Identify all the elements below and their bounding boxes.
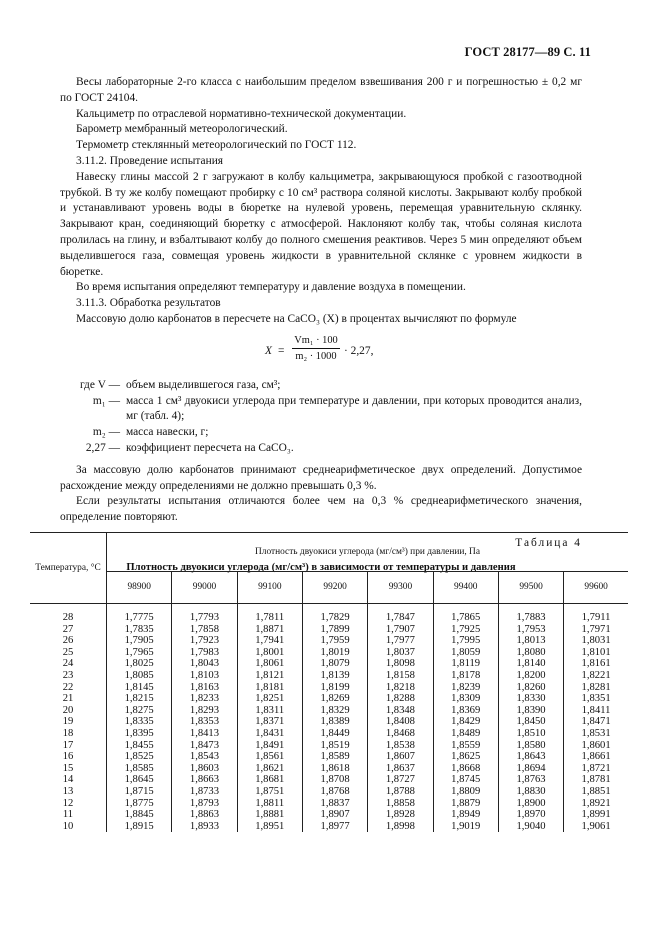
density-cell: 1,8200 — [498, 670, 563, 682]
density-cell: 1,8061 — [237, 658, 302, 670]
page-header: ГОСТ 28177—89 С. 11 — [464, 45, 591, 59]
definition — [60, 378, 582, 394]
density-cell: 1,8900 — [498, 798, 563, 810]
density-cell: 1,8643 — [498, 751, 563, 763]
table-row — [30, 786, 628, 798]
density-cell: 1,8025 — [107, 658, 172, 670]
temperature-cell: 12 — [62, 797, 74, 809]
density-cell: 1,8413 — [172, 728, 237, 740]
density-cell: 1,8098 — [368, 658, 433, 670]
paragraph: Навеску глины массой 2 г загружают в колбу кальциметра, закрывающуюся пробкой с газоотводной трубкой. В ту же колбу помещают пробирку с 10 см³ раствора соляной кислоты. Закрывают колбу пробкой и устанавливают уровень воды в бюретке на нулевой уровень, перемещая уравнительную склянку. Закрывают кран, соединяющий бюретку с атмосферой. Наклоняют колбу так, чтобы соляная кислота пролилась на глину, и взбалтывают колбу до полного смешения реактивов. Через 5 мин определяют объем выделившегося газа, совмещая уровень жидкости в уравнительной склянке с уровнем жидкости в бюретке. — [60, 170, 582, 278]
density-cell: 1,8580 — [498, 740, 563, 752]
density-cell: 1,7925 — [433, 624, 498, 636]
definitions-list — [60, 378, 582, 457]
table-row — [30, 763, 628, 775]
density-cell: 1,8811 — [237, 798, 302, 810]
table-row — [30, 705, 628, 717]
density-cell: 1,8998 — [368, 821, 433, 833]
density-cell: 1,7835 — [107, 624, 172, 636]
density-cell: 1,8881 — [237, 809, 302, 821]
density-cell: 1,8863 — [172, 809, 237, 821]
density-cell: 1,7883 — [498, 604, 563, 624]
density-cell: 1,8694 — [498, 763, 563, 775]
document-body — [60, 75, 582, 576]
density-cell: 1,8369 — [433, 705, 498, 717]
temperature-header: Температура, °С — [30, 533, 107, 604]
density-cell: 1,8768 — [302, 786, 367, 798]
table-row — [30, 798, 628, 810]
density-cell: 1,8218 — [368, 682, 433, 694]
density-cell: 1,7959 — [302, 635, 367, 647]
table-row — [30, 624, 628, 636]
density-cell: 1,8059 — [433, 647, 498, 659]
density-cell: 1,8715 — [107, 786, 172, 798]
density-cell: 1,8708 — [302, 774, 367, 786]
temperature-cell: 19 — [62, 716, 74, 728]
density-cell: 1,8449 — [302, 728, 367, 740]
density-cell: 1,8977 — [302, 821, 367, 833]
density-cell: 1,8311 — [237, 705, 302, 717]
density-cell: 1,7858 — [172, 624, 237, 636]
density-cell: 1,8907 — [302, 809, 367, 821]
definition-text: масса навески, г; — [126, 426, 209, 439]
density-cell: 1,8348 — [368, 705, 433, 717]
pressure-header-cell: 99400 — [433, 571, 498, 603]
density-cell: 1,8013 — [498, 635, 563, 647]
pressure-header-cell: 99300 — [368, 571, 433, 603]
definition — [60, 441, 582, 457]
density-cell: 1,8489 — [433, 728, 498, 740]
temperature-cell: 18 — [62, 727, 74, 739]
table-label: Таблица 4 — [515, 536, 582, 549]
density-cell: 1,8858 — [368, 798, 433, 810]
density-cell: 1,8450 — [498, 716, 563, 728]
pressure-header-cell: 99000 — [172, 571, 237, 603]
density-cell: 1,8161 — [564, 658, 628, 670]
density-cell: 1,8851 — [564, 786, 628, 798]
temperature-cell: 25 — [62, 646, 74, 658]
temperature-cell: 22 — [62, 681, 74, 693]
density-cell: 1,8079 — [302, 658, 367, 670]
density-cell: 1,8491 — [237, 740, 302, 752]
density-cell: 1,8561 — [237, 751, 302, 763]
pressure-header-cell: 99600 — [564, 571, 628, 603]
density-cell: 1,8085 — [107, 670, 172, 682]
table-row — [30, 751, 628, 763]
density-cell: 1,8510 — [498, 728, 563, 740]
definition-text: коэффициент пересчета на CaCO₃. — [126, 441, 294, 454]
pressure-header-cell: 98900 — [107, 571, 172, 603]
section-heading: 3.11.3. Обработка результатов — [76, 297, 221, 310]
table-row — [30, 774, 628, 786]
pressure-header-cell: 99500 — [498, 571, 563, 603]
density-cell: 1,8603 — [172, 763, 237, 775]
density-cell: 1,8585 — [107, 763, 172, 775]
density-cell: 1,8288 — [368, 693, 433, 705]
density-cell: 1,8411 — [564, 705, 628, 717]
paragraph: За массовую долю карбонатов принимают среднеарифметическое двух определений. Допустимое расхождение между определениями не должно превышать 0,3 %. — [60, 463, 582, 492]
density-cell: 1,8145 — [107, 682, 172, 694]
density-cell: 1,8199 — [302, 682, 367, 694]
density-cell: 1,8390 — [498, 705, 563, 717]
table-row — [30, 821, 628, 833]
density-cell: 1,8408 — [368, 716, 433, 728]
definition-text: масса 1 см³ двуокиси углерода при температуре и давлении, при которых проводится анализ, мг (табл. 4); — [126, 394, 582, 423]
density-cell: 1,8471 — [564, 716, 628, 728]
density-cell: 1,8330 — [498, 693, 563, 705]
density-cell: 1,8429 — [433, 716, 498, 728]
table-row — [30, 635, 628, 647]
temperature-cell: 15 — [62, 762, 74, 774]
table-row — [30, 693, 628, 705]
density-cell: 1,8871 — [237, 624, 302, 636]
density-cell: 1,7905 — [107, 635, 172, 647]
density-cell: 1,8473 — [172, 740, 237, 752]
density-cell: 1,7977 — [368, 635, 433, 647]
density-cell: 1,8233 — [172, 693, 237, 705]
definition-symbol: 2,27 — — [85, 441, 120, 454]
formula-denominator: m₂ · 1000 — [295, 350, 337, 362]
table-title: Плотность двуокиси углерода (мг/см³) в зависимости от температуры и давления — [126, 561, 516, 573]
density-cell: 1,8121 — [237, 670, 302, 682]
paragraph: Кальциметр по отраслевой нормативно-технической документации. — [76, 107, 407, 120]
density-cell: 1,8775 — [107, 798, 172, 810]
pressure-header-cell: 99200 — [302, 571, 367, 603]
density-cell: 1,8589 — [302, 751, 367, 763]
table-row — [30, 604, 628, 624]
density-cell: 1,8621 — [237, 763, 302, 775]
density-cell: 1,9040 — [498, 821, 563, 833]
table-row — [30, 658, 628, 670]
paragraph: Барометр мембранный метеорологический. — [76, 123, 288, 136]
density-cell: 1,8915 — [107, 821, 172, 833]
density-cell: 1,8158 — [368, 670, 433, 682]
density-cell: 1,8727 — [368, 774, 433, 786]
density-cell: 1,8637 — [368, 763, 433, 775]
temperature-cell: 26 — [62, 635, 74, 647]
density-cell: 1,8845 — [107, 809, 172, 821]
density-cell: 1,8389 — [302, 716, 367, 728]
density-cell: 1,7941 — [237, 635, 302, 647]
density-cell: 1,8559 — [433, 740, 498, 752]
paragraph: Термометр стеклянный метеорологический по ГОСТ 112. — [76, 139, 357, 152]
density-cell: 1,8181 — [237, 682, 302, 694]
density-cell: 1,8281 — [564, 682, 628, 694]
density-cell: 1,9019 — [433, 821, 498, 833]
definition-symbol: где V — — [79, 378, 120, 391]
density-cell: 1,8991 — [564, 809, 628, 821]
pressure-header-cell: 99100 — [237, 571, 302, 603]
formula-lhs: X — [265, 344, 272, 357]
table-row — [30, 682, 628, 694]
formula-tail: · 2,27, — [344, 344, 374, 357]
density-cell: 1,8663 — [172, 774, 237, 786]
density-cell: 1,8618 — [302, 763, 367, 775]
density-cell: 1,8661 — [564, 751, 628, 763]
fraction-bar — [292, 348, 340, 349]
temperature-cell: 28 — [62, 612, 74, 623]
temperature-cell: 23 — [62, 669, 74, 681]
table-row — [30, 809, 628, 821]
density-cell: 1,8788 — [368, 786, 433, 798]
density-cell: 1,8921 — [564, 798, 628, 810]
density-cell: 1,8951 — [237, 821, 302, 833]
density-cell: 1,8395 — [107, 728, 172, 740]
density-cell: 1,8970 — [498, 809, 563, 821]
density-cell: 1,7865 — [433, 604, 498, 624]
density-cell: 1,7995 — [433, 635, 498, 647]
density-cell: 1,8178 — [433, 670, 498, 682]
density-cell: 1,8949 — [433, 809, 498, 821]
pressure-header-row — [30, 571, 628, 603]
temperature-cell: 20 — [62, 704, 74, 716]
density-cell: 1,8455 — [107, 740, 172, 752]
density-cell: 1,8260 — [498, 682, 563, 694]
temperature-cell: 16 — [62, 751, 74, 763]
density-cell: 1,7923 — [172, 635, 237, 647]
definition — [60, 394, 582, 426]
density-cell: 1,8601 — [564, 740, 628, 752]
density-cell: 1,7793 — [172, 604, 237, 624]
density-cell: 1,8351 — [564, 693, 628, 705]
density-cell: 1,8879 — [433, 798, 498, 810]
density-cell: 1,8080 — [498, 647, 563, 659]
density-cell: 1,8751 — [237, 786, 302, 798]
formula-fraction — [292, 334, 340, 363]
density-cell: 1,8763 — [498, 774, 563, 786]
density-cell: 1,7775 — [107, 604, 172, 624]
density-cell: 1,8239 — [433, 682, 498, 694]
density-cell: 1,8830 — [498, 786, 563, 798]
density-cell: 1,8309 — [433, 693, 498, 705]
density-cell: 1,7965 — [107, 647, 172, 659]
density-cell: 1,8019 — [302, 647, 367, 659]
density-cell: 1,8163 — [172, 682, 237, 694]
density-cell: 1,8103 — [172, 670, 237, 682]
density-cell: 1,8531 — [564, 728, 628, 740]
table-row — [30, 716, 628, 728]
density-cell: 1,8538 — [368, 740, 433, 752]
density-cell: 1,8221 — [564, 670, 628, 682]
density-cell: 1,8525 — [107, 751, 172, 763]
definition-symbol: m₂ — — [92, 426, 120, 439]
density-cell: 1,8607 — [368, 751, 433, 763]
density-cell: 1,8215 — [107, 693, 172, 705]
density-cell: 1,8793 — [172, 798, 237, 810]
density-cell: 1,7971 — [564, 624, 628, 636]
paragraph: Массовую долю карбонатов в пересчете на CaCO₃ (X) в процентах вычисляют по формуле — [76, 312, 517, 325]
definition-symbol: m₁ — — [92, 394, 120, 407]
formula-equals: = — [278, 344, 285, 357]
table-body — [30, 604, 628, 833]
density-cell: 1,7953 — [498, 624, 563, 636]
paragraph: Во время испытания определяют температуру и давление воздуха в помещении. — [76, 281, 466, 294]
density-cell: 1,8329 — [302, 705, 367, 717]
density-cell: 1,8837 — [302, 798, 367, 810]
density-cell: 1,8733 — [172, 786, 237, 798]
density-cell: 1,8139 — [302, 670, 367, 682]
density-cell: 1,8269 — [302, 693, 367, 705]
formula — [60, 334, 582, 368]
density-cell: 1,7829 — [302, 604, 367, 624]
density-cell: 1,8001 — [237, 647, 302, 659]
temperature-cell: 14 — [62, 774, 74, 786]
temperature-cell: 13 — [62, 785, 74, 797]
definition-text: объем выделившегося газа, см³; — [126, 378, 281, 391]
density-cell: 1,8745 — [433, 774, 498, 786]
paragraph: Если результаты испытания отличаются более чем на 0,3 % среднеарифметического значения, определение повторяют. — [60, 495, 582, 524]
density-cell: 1,8335 — [107, 716, 172, 728]
density-cell: 1,7899 — [302, 624, 367, 636]
density-cell: 1,8468 — [368, 728, 433, 740]
density-cell: 1,8119 — [433, 658, 498, 670]
density-cell: 1,8543 — [172, 751, 237, 763]
density-cell: 1,8809 — [433, 786, 498, 798]
density-cell: 1,8933 — [172, 821, 237, 833]
density-cell: 1,7983 — [172, 647, 237, 659]
temperature-cell: 10 — [62, 820, 74, 832]
temperature-cell: 27 — [62, 623, 74, 635]
density-cell: 1,8037 — [368, 647, 433, 659]
density-cell: 1,8668 — [433, 763, 498, 775]
density-cell: 1,8043 — [172, 658, 237, 670]
density-cell: 1,8353 — [172, 716, 237, 728]
density-cell: 1,8031 — [564, 635, 628, 647]
definition — [60, 425, 582, 441]
density-cell: 1,8275 — [107, 705, 172, 717]
table-row — [30, 670, 628, 682]
temperature-cell: 11 — [62, 809, 74, 821]
table-row — [30, 728, 628, 740]
temperature-cell: 21 — [62, 693, 74, 705]
density-table — [30, 532, 628, 832]
paragraph: Весы лабораторные 2-го класса с наибольшим пределом взвешивания 200 г и погрешностью ± 0,2 мг по ГОСТ 24104. — [60, 76, 582, 104]
density-cell: 1,7907 — [368, 624, 433, 636]
density-cell: 1,8625 — [433, 751, 498, 763]
formula-numerator: Vm₁ · 100 — [294, 334, 338, 346]
density-cell: 1,8101 — [564, 647, 628, 659]
table-row — [30, 740, 628, 752]
density-cell: 1,7911 — [564, 604, 628, 624]
density-cell: 1,8371 — [237, 716, 302, 728]
density-cell: 1,8519 — [302, 740, 367, 752]
density-cell: 1,9061 — [564, 821, 628, 833]
pressure-group-header: Плотность двуокиси углерода (мг/см³) при давлении, Па — [107, 533, 629, 572]
section-heading: 3.11.2. Проведение испытания — [76, 154, 224, 167]
density-cell: 1,8928 — [368, 809, 433, 821]
density-cell: 1,8140 — [498, 658, 563, 670]
temperature-cell: 17 — [62, 739, 74, 751]
density-cell: 1,8681 — [237, 774, 302, 786]
density-cell: 1,8251 — [237, 693, 302, 705]
density-cell: 1,8293 — [172, 705, 237, 717]
density-cell: 1,8431 — [237, 728, 302, 740]
density-cell: 1,7811 — [237, 604, 302, 624]
density-cell: 1,8781 — [564, 774, 628, 786]
density-cell: 1,8721 — [564, 763, 628, 775]
density-cell: 1,7847 — [368, 604, 433, 624]
table-row — [30, 647, 628, 659]
temperature-cell: 24 — [62, 658, 74, 670]
density-cell: 1,8645 — [107, 774, 172, 786]
